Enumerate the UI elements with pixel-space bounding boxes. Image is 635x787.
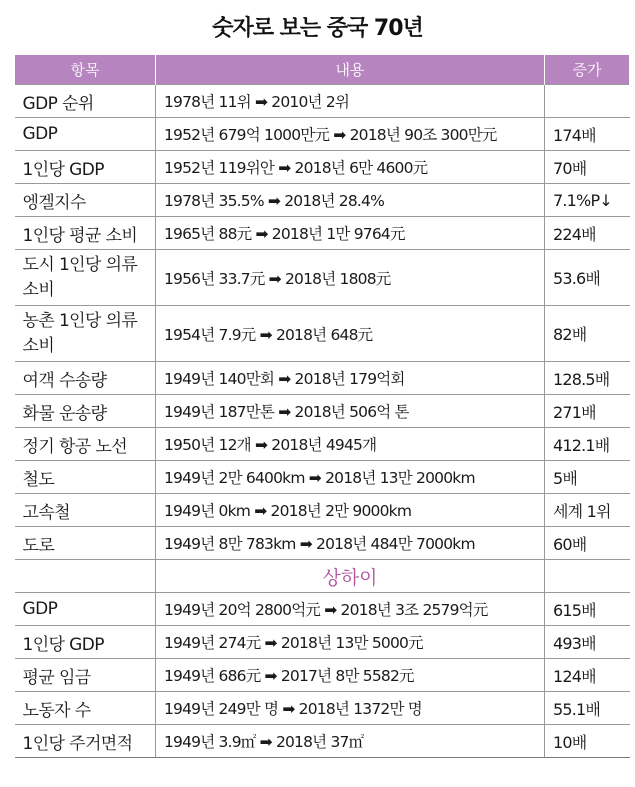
page-title: 숫자로 보는 중국 70년 [212,15,423,41]
item-cell: 철도 [15,461,156,494]
content-cell: 1952년 119위안 ➡ 2018년 6만 4600元 [156,151,545,184]
table-row [15,593,630,626]
content-cell: 1949년 8만 783km ➡ 2018년 484만 7000km [156,527,545,560]
header-increase: 증가 [545,55,630,85]
content-cell: 1954년 7.9元 ➡ 2018년 648元 [156,306,545,362]
table-row [15,395,630,428]
content-cell: 1949년 0km ➡ 2018년 2만 9000km [156,494,545,527]
table-row [15,626,630,659]
table-row [15,659,630,692]
item-cell: 도시 1인당 의류 소비 [15,250,156,306]
content-cell: 1949년 686元 ➡ 2017년 8만 5582元 [156,659,545,692]
item-cell: 엥겔지수 [15,184,156,217]
increase-cell: 70배 [545,151,630,184]
increase-cell: 세계 1위 [545,494,630,527]
item-cell: 고속철 [15,494,156,527]
increase-cell: 412.1배 [545,428,630,461]
content-cell: 1949년 140만회 ➡ 2018년 179억회 [156,362,545,395]
content-cell: 1949년 187만톤 ➡ 2018년 506억 톤 [156,395,545,428]
increase-cell: 271배 [545,395,630,428]
content-cell: 1949년 249만 명 ➡ 2018년 1372만 명 [156,692,545,725]
increase-cell: 124배 [545,659,630,692]
item-cell: GDP [15,118,156,151]
item-cell: 농촌 1인당 의류 소비 [15,306,156,362]
increase-cell [545,85,630,118]
content-cell: 1965년 88元 ➡ 2018년 1만 9764元 [156,217,545,250]
content-cell: 1949년 274元 ➡ 2018년 13만 5000元 [156,626,545,659]
increase-cell: 55.1배 [545,692,630,725]
item-cell: 노동자 수 [15,692,156,725]
increase-cell: 53.6배 [545,250,630,306]
item-cell: 여객 수송량 [15,362,156,395]
item-cell: 화물 운송량 [15,395,156,428]
increase-cell: 60배 [545,527,630,560]
item-cell: 1인당 주거면적 [15,725,156,758]
content-cell: 1949년 2만 6400km ➡ 2018년 13만 2000km [156,461,545,494]
item-cell: GDP [15,593,156,626]
increase-cell: 174배 [545,118,630,151]
increase-cell: 224배 [545,217,630,250]
table-row [15,692,630,725]
table-row [15,461,630,494]
item-cell: 평균 임금 [15,659,156,692]
table-row [15,85,630,118]
section-label: 상하이 [156,560,545,593]
table-row [15,428,630,461]
content-cell: 1949년 20억 2800억元 ➡ 2018년 3조 2579억元 [156,593,545,626]
content-cell: 1978년 11위 ➡ 2010년 2위 [156,85,545,118]
increase-cell: 10배 [545,725,630,758]
item-cell: 1인당 GDP [15,626,156,659]
table-row [15,362,630,395]
increase-cell: 615배 [545,593,630,626]
table-row [15,151,630,184]
header-row [15,55,630,85]
content-cell: 1949년 3.9㎡ ➡ 2018년 37㎡ [156,725,545,758]
content-cell: 1952년 679억 1000만元 ➡ 2018년 90조 300만元 [156,118,545,151]
table-row [15,494,630,527]
increase-cell: 493배 [545,626,630,659]
table-row [15,184,630,217]
content-cell: 1950년 12개 ➡ 2018년 4945개 [156,428,545,461]
header-item: 항목 [15,55,156,85]
statistics-table [14,55,630,758]
increase-cell: 128.5배 [545,362,630,395]
table-row [15,306,630,362]
increase-cell: 5배 [545,461,630,494]
section-row [15,560,630,593]
header-content: 내용 [156,55,545,85]
content-cell: 1956년 33.7元 ➡ 2018년 1808元 [156,250,545,306]
table-row [15,527,630,560]
item-cell: 1인당 평균 소비 [15,217,156,250]
table-row [15,250,630,306]
item-cell: GDP 순위 [15,85,156,118]
section-blank-cell [545,560,630,593]
item-cell: 정기 항공 노선 [15,428,156,461]
increase-cell: 7.1%P↓ [545,184,630,217]
table-row [15,217,630,250]
table-row [15,118,630,151]
item-cell: 도로 [15,527,156,560]
increase-cell: 82배 [545,306,630,362]
item-cell: 1인당 GDP [15,151,156,184]
table-row [15,725,630,758]
section-blank-cell [15,560,156,593]
content-cell: 1978년 35.5% ➡ 2018년 28.4% [156,184,545,217]
